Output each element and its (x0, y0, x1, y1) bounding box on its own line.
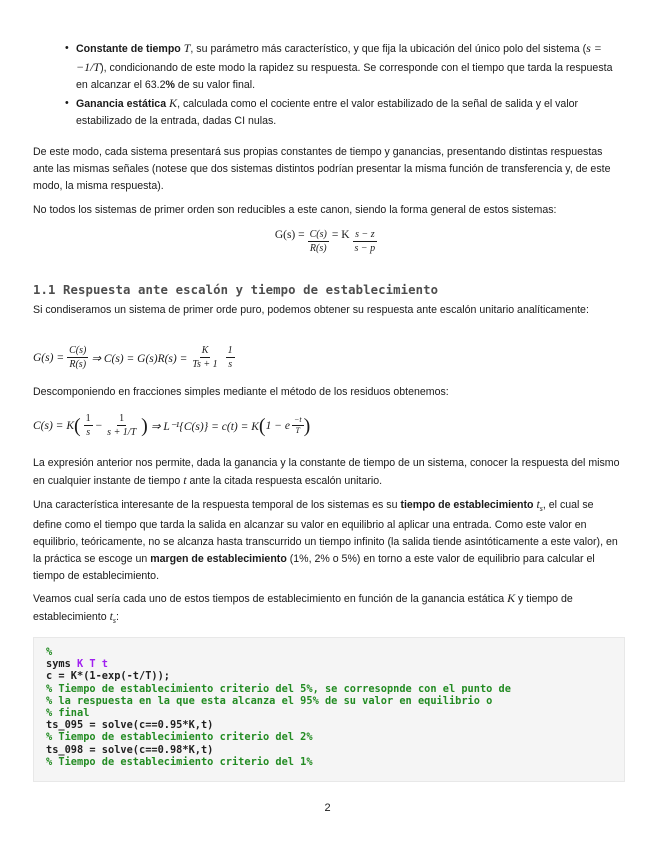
term-time-constant: Constante de tiempo (76, 43, 181, 55)
fraction (353, 229, 378, 254)
fraction (105, 413, 138, 438)
denominator: R(s) (309, 243, 327, 254)
section-heading: 1.1 Respuesta ante escalón y tiempo de establecimiento (33, 283, 439, 297)
left-paren: ( (74, 414, 81, 437)
code-comment: % Tiempo de establecimiento criterio del 2% (46, 731, 313, 744)
paragraph-text: Una característica interesante de la respuesta temporal de los sistemas es su (33, 499, 401, 511)
symbol-K: K (507, 591, 516, 605)
fraction (67, 345, 88, 370)
right-paren: ) (141, 414, 148, 437)
equation-text: G(s) = (33, 351, 65, 364)
code-symbolic-vars: K T t (77, 658, 108, 671)
paragraph (33, 590, 625, 629)
denominator: s (228, 359, 233, 370)
numerator: C(s) (69, 345, 87, 356)
equation-step-response (33, 345, 238, 370)
code-keyword: syms (46, 658, 77, 671)
bold-term: margen de establecimiento (150, 553, 287, 566)
numerator: C(s) (309, 229, 327, 240)
denominator: Ts + 1 (192, 359, 218, 370)
equation-text: G(s) = (274, 229, 305, 241)
code-comment: % Tiempo de establecimiento criterio del 5%, se corresopnde con el punto de (46, 682, 511, 695)
list-item-text: , su parámetro más característico, y que fija la ubicación del único polo del sistema ( (190, 43, 587, 55)
code-comment: % la respuesta en la que esta alcanza el 95% de su valor en equilibrio o (46, 694, 493, 707)
numerator: 1 (119, 413, 125, 424)
list-item-text: , calculada como el cociente entre el valor estabilizado de la señal de salida y el valor estabilizado de la entrada, dadas CI nulas. (76, 97, 579, 127)
code-comment: % (46, 646, 53, 658)
left-paren: ( (258, 414, 266, 437)
paragraph-text: La expresión anterior nos permite, dada la ganancia y la constante de tiempo de un sistema, conocer la respuesta del mismo en cualquier instante de tiempo (33, 457, 620, 487)
denominator: s − p (354, 243, 376, 254)
bold-term: tiempo de establecimiento (400, 499, 534, 511)
paragraph-text: : (116, 611, 119, 623)
denominator: s (86, 427, 91, 438)
fraction (308, 229, 329, 254)
numerator: 1 (227, 345, 233, 356)
right-paren: ) (303, 414, 311, 437)
symbol-t: t (536, 497, 540, 511)
pole-expression: s = −1/T (76, 41, 602, 74)
list-item (66, 95, 626, 131)
equation-text: 1 − e (265, 419, 290, 432)
paragraph: Si condiseramos un sistema de primer orde puro, podemos obtener su respuesta ante escalón unitario analíticamente: (33, 304, 589, 316)
exponent-fraction (292, 416, 304, 435)
subscript: s (539, 504, 543, 514)
code-comment: % final (46, 707, 90, 720)
definition-list (66, 40, 626, 131)
list-item-text: de su valor final. (174, 79, 256, 91)
paragraph-text: ante la citada respuesta escalón unitario. (186, 475, 383, 487)
percent-sign: % (165, 79, 175, 91)
symbol-t: t (183, 473, 187, 487)
paragraph: Descomponiendo en fracciones simples mediante el método de los residuos obtenemos: (33, 386, 449, 398)
denominator: R(s) (69, 359, 87, 370)
symbol-T: T (183, 41, 191, 55)
numerator: s − z (355, 229, 375, 240)
minus-sign: − (95, 419, 103, 432)
fraction (226, 345, 235, 370)
symbol-K: K (169, 95, 178, 110)
fraction (190, 345, 219, 370)
equation-text: C(s) = K (33, 419, 74, 432)
paragraph-text: Veamos cual sería cada uno de estos tiempos de establecimiento en función de la ganancia estática (33, 593, 508, 605)
equation-text: = K (331, 229, 350, 241)
denominator: T (295, 426, 300, 435)
list-item (66, 40, 626, 95)
code-block[interactable] (33, 637, 625, 782)
paragraph (33, 455, 625, 490)
code-line: ts_095 = solve(c==0.95*K,t) (46, 719, 214, 732)
paragraph-text: , el cual se define como el tiempo que tarda la salida en alcanzar su valor en equilibrio al aplicar una entrada. Como este valor en equilibrio, teóricamente, no se alcanza hasta transcurrido un tiempo infinito (la salida tiende asintóticamente a este valor), en la práctica se escoge un (33, 499, 618, 566)
paragraph: No todos los sistemas de primer orden son reducibles a este canon, siendo la forma general de estos sistemas: (33, 204, 557, 216)
paragraph-text: (1%, 2% o 5%) en torno a este valor de equilibrio para calcular el tiempo de establecimiento. (33, 553, 595, 583)
numerator: 1 (85, 413, 91, 424)
subscript: s (112, 616, 117, 626)
equation-general-form (0, 229, 655, 254)
exponent (292, 416, 304, 435)
code-line: ts_098 = solve(c==0.98*K,t) (46, 743, 214, 756)
numerator: K (201, 345, 209, 356)
symbol-t: t (109, 609, 113, 623)
denominator: s + 1/T (107, 427, 137, 438)
equation-text: ⇒ C(s) = G(s)R(s) = (91, 352, 188, 365)
code-comment: % Tiempo de establecimiento criterio del 1% (46, 755, 313, 768)
code-listing (46, 646, 624, 768)
paragraph (33, 496, 625, 585)
numerator: −t (293, 415, 302, 424)
paragraph-text: y tiempo de establecimiento (33, 593, 573, 623)
fraction (84, 413, 93, 438)
page-number: 2 (324, 802, 331, 814)
equation-inverse-laplace (33, 413, 310, 438)
term-static-gain: Ganancia estática (76, 97, 167, 110)
equation-text: ⇒ L⁻¹{C(s)} = c(t) = K (150, 420, 259, 433)
paragraph: De este modo, cada sistema presentará sus propias constantes de tiempo y ganancias, presentando distintas respuestas ante las mismas señales (notese que dos sistemas distintos podrían presentar la misma función de transferencia y, de este modo, la misma respuesta). (33, 146, 611, 192)
code-line: c = K*(1-exp(-t/T)); (46, 670, 170, 683)
list-item-text: ), condicionando de este modo la rapidez su respuesta. Se corresponde con el tiempo que tarda la respuesta en alcanzar el 63.2 (76, 61, 613, 91)
